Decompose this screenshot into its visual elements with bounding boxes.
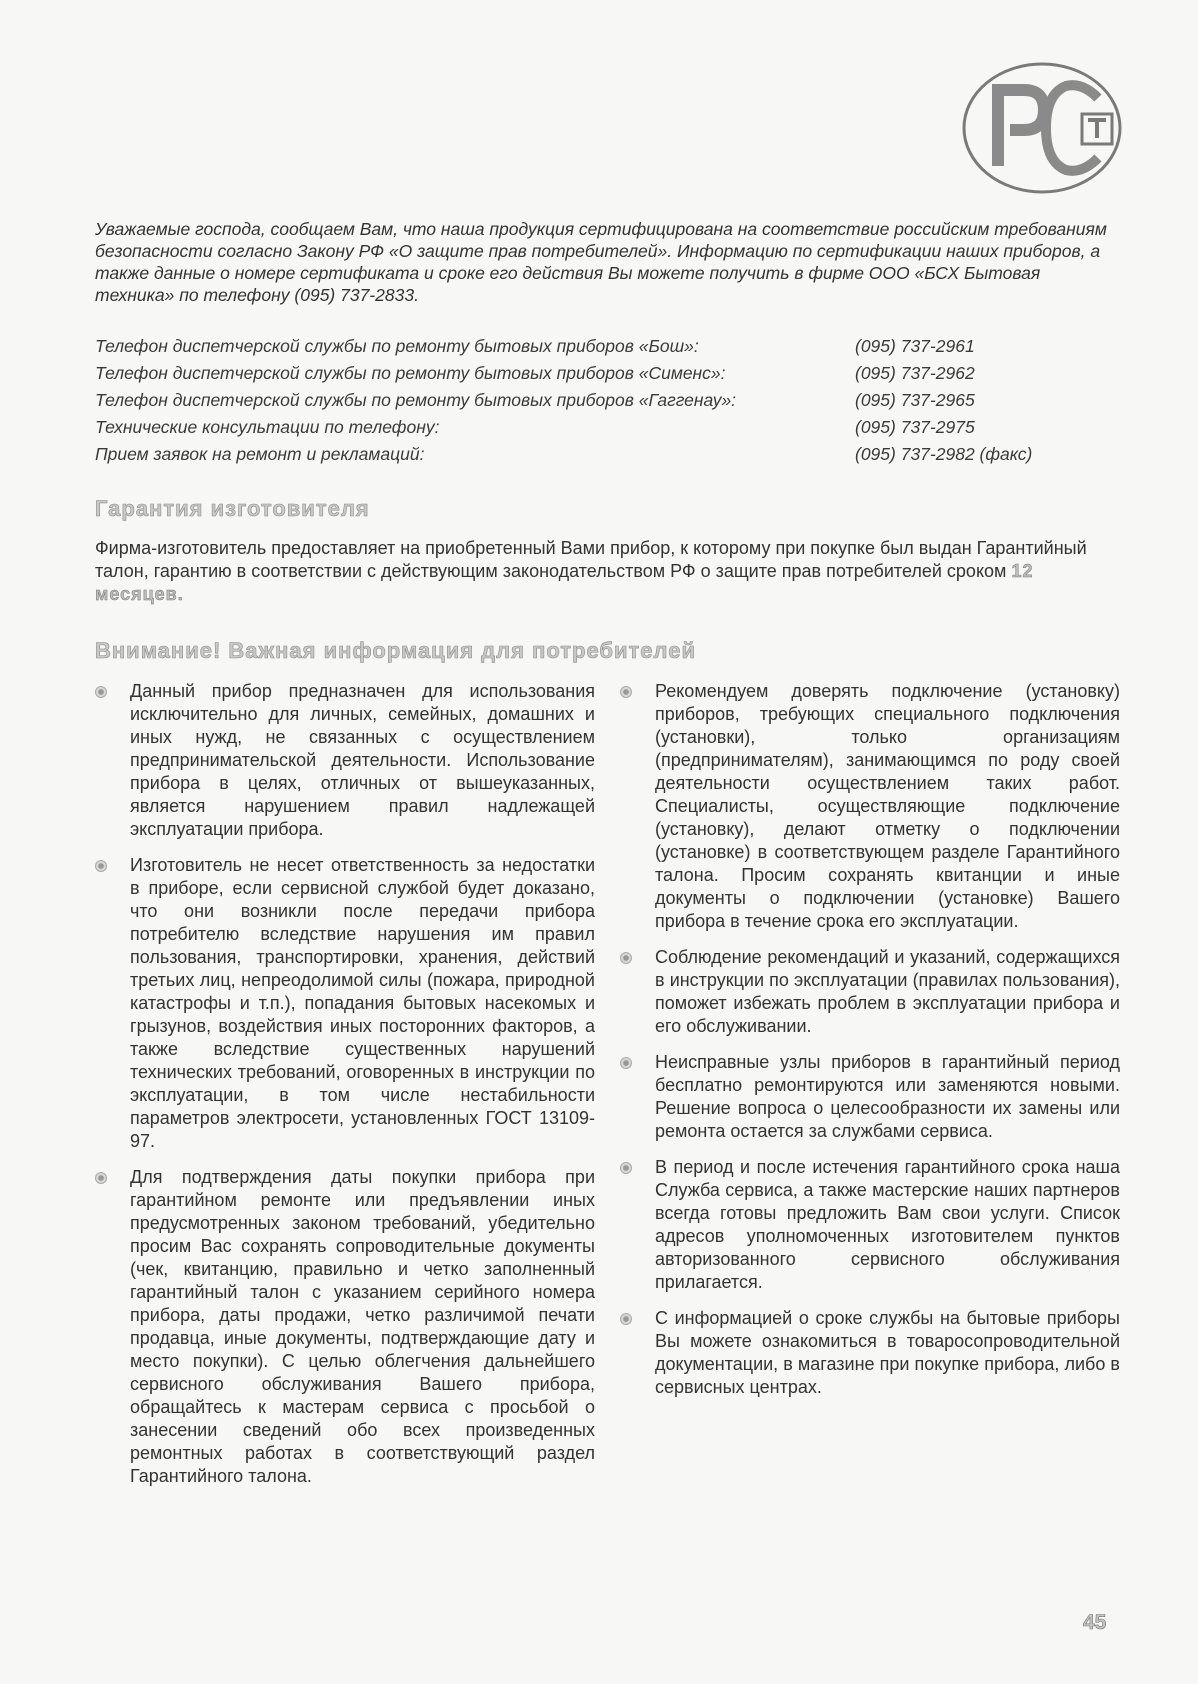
list-item xyxy=(95,854,595,1153)
phone-row xyxy=(95,441,1125,468)
list-item xyxy=(620,1156,1120,1294)
bullet-icon xyxy=(95,1172,107,1184)
phone-label: Телефон диспетчерской службы по ремонту бытовых приборов «Сименс»: xyxy=(95,363,726,383)
phone-label: Телефон диспетчерской службы по ремонту бытовых приборов «Бош»: xyxy=(95,336,699,356)
certification-notice: Уважаемые господа, сообщаем Вам, что наша продукция сертифицирована на соответствие российским требованиям безопасности согласно Закону РФ «О защите прав потребителей». Информацию по сертификации наших приборов, а также данные о номере сертификата и сроке его действия Вы можете получить в фирме ООО «БСХ Бытовая техника» по телефону (095) 737-2833. xyxy=(95,219,1107,305)
consumer-info-right-column xyxy=(620,680,1120,1412)
consumer-info-heading: Внимание! Важная информация для потребителей xyxy=(95,638,696,663)
consumer-info-left-column xyxy=(95,680,595,1501)
phone-number: (095) 737-2962 xyxy=(855,363,975,383)
list-item xyxy=(620,946,1120,1038)
phone-number: (095) 737-2975 xyxy=(855,417,975,437)
bullet-icon xyxy=(95,686,107,698)
list-item-text: С информацией о сроке службы на бытовые приборы Вы можете ознакомиться в товаросопроводительной документации, в магазине при покупке прибора, либо в сервисных центрах. xyxy=(655,1308,1120,1397)
list-item-text: Соблюдение рекомендаций и указаний, содержащихся в инструкции по эксплуатации (правилах пользования), поможет избежать проблем в эксплуатации прибора и его обслуживании. xyxy=(655,947,1120,1036)
warranty-text xyxy=(95,537,1125,606)
list-item xyxy=(95,680,595,841)
warranty-heading: Гарантия изготовителя xyxy=(95,496,370,521)
bullet-icon xyxy=(95,860,107,872)
phone-row xyxy=(95,360,1125,387)
phone-label: Телефон диспетчерской службы по ремонту бытовых приборов «Гаггенау»: xyxy=(95,390,737,410)
list-item-text: В период и после истечения гарантийного срока наша Служба сервиса, а также мастерские наших партнеров всегда готовы предложить Вам свои услуги. Список адресов уполномоченных изготовителем пунктов авторизованного сервисного обслуживания прилагается. xyxy=(655,1157,1120,1292)
list-item-text: Для подтверждения даты покупки прибора при гарантийном ремонте или предъявлении иных предусмотренных законом требований, убедительно просим Вас сохранять сопроводительные документы (чек, квитанцию, правильно и четко заполненный гарантийный талон с указанием серийного номера прибора, даты продажи, четко различимой печати продавца, иные документы, подтверждающие дату и место покупки). С целью облегчения дальнейшего сервисного обслуживания Вашего прибора, обращайтесь к мастерам сервиса с просьбой о занесении сведений обо всех произведенных ремонтных работах в соответствующий раздел Гарантийного талона. xyxy=(130,1167,595,1486)
phone-row xyxy=(95,414,1125,441)
page-number: 45 xyxy=(1083,1611,1107,1634)
phone-number: (095) 737-2982 (факс) xyxy=(855,444,1033,464)
bullet-icon xyxy=(620,1162,632,1174)
phone-label: Прием заявок на ремонт и рекламаций: xyxy=(95,444,425,464)
phone-label: Технические консультации по телефону: xyxy=(95,417,440,437)
phone-number: (095) 737-2961 xyxy=(855,336,975,356)
list-item-text: Данный прибор предназначен для использования исключительно для личных, семейных, домашних и иных нужд, не связанных с осуществлением предпринимательской деятельности. Использование прибора в целях, отличных от вышеуказанных, является нарушением правил надлежащей эксплуатации прибора. xyxy=(130,681,595,839)
service-phones xyxy=(95,333,1125,468)
list-item xyxy=(620,1307,1120,1399)
bullet-icon xyxy=(620,1057,632,1069)
warranty-body: Фирма-изготовитель предоставляет на приобретенный Вами прибор, к которому при покупке был выдан Гарантийный талон, гарантию в соответствии с действующим законодательством РФ о защите прав потребителей сроком xyxy=(95,538,1087,581)
list-item-text: Изготовитель не несет ответственность за недостатки в приборе, если сервисной службой будет доказано, что они возникли после передачи прибора потребителю вследствие нарушения им правил пользования, транспортировки, хранения, действий третьих лиц, непреодолимой силы (пожара, природной катастрофы и т.п.), попадания бытовых насекомых и грызунов, воздействия иных посторонних факторов, а также вследствие существенных нарушений технических требований, оговоренных в инструкции по эксплуатации, в том числе нестабильности параметров электросети, установленных ГОСТ 13109-97. xyxy=(130,855,595,1151)
list-item xyxy=(95,1166,595,1488)
rst-certification-logo-icon xyxy=(958,58,1128,198)
bullet-icon xyxy=(620,952,632,964)
bullet-icon xyxy=(620,1313,632,1325)
bullet-icon xyxy=(620,686,632,698)
phone-row xyxy=(95,333,1125,360)
list-item xyxy=(620,680,1120,933)
phone-row xyxy=(95,387,1125,414)
phone-number: (095) 737-2965 xyxy=(855,390,975,410)
list-item-text: Неисправные узлы приборов в гарантийный период бесплатно ремонтируются или заменяются новыми. Решение вопроса о целесообразности их замены или ремонта остается за службами сервиса. xyxy=(655,1052,1120,1141)
list-item xyxy=(620,1051,1120,1143)
warranty-term: 12 месяцев. xyxy=(95,561,1034,604)
list-item-text: Рекомендуем доверять подключение (установку) приборов, требующих специального подключения (установки), только организациям (предпринимателям), занимающимся по роду своей деятельности осуществлением таких работ. Специалисты, осуществляющие подключение (установку), делают отметку о подключении (установке) в соответствующем разделе Гарантийного талона. Просим сохранять квитанции и иные документы о подключении (установке) Вашего прибора в течение срока его эксплуатации. xyxy=(655,681,1120,931)
